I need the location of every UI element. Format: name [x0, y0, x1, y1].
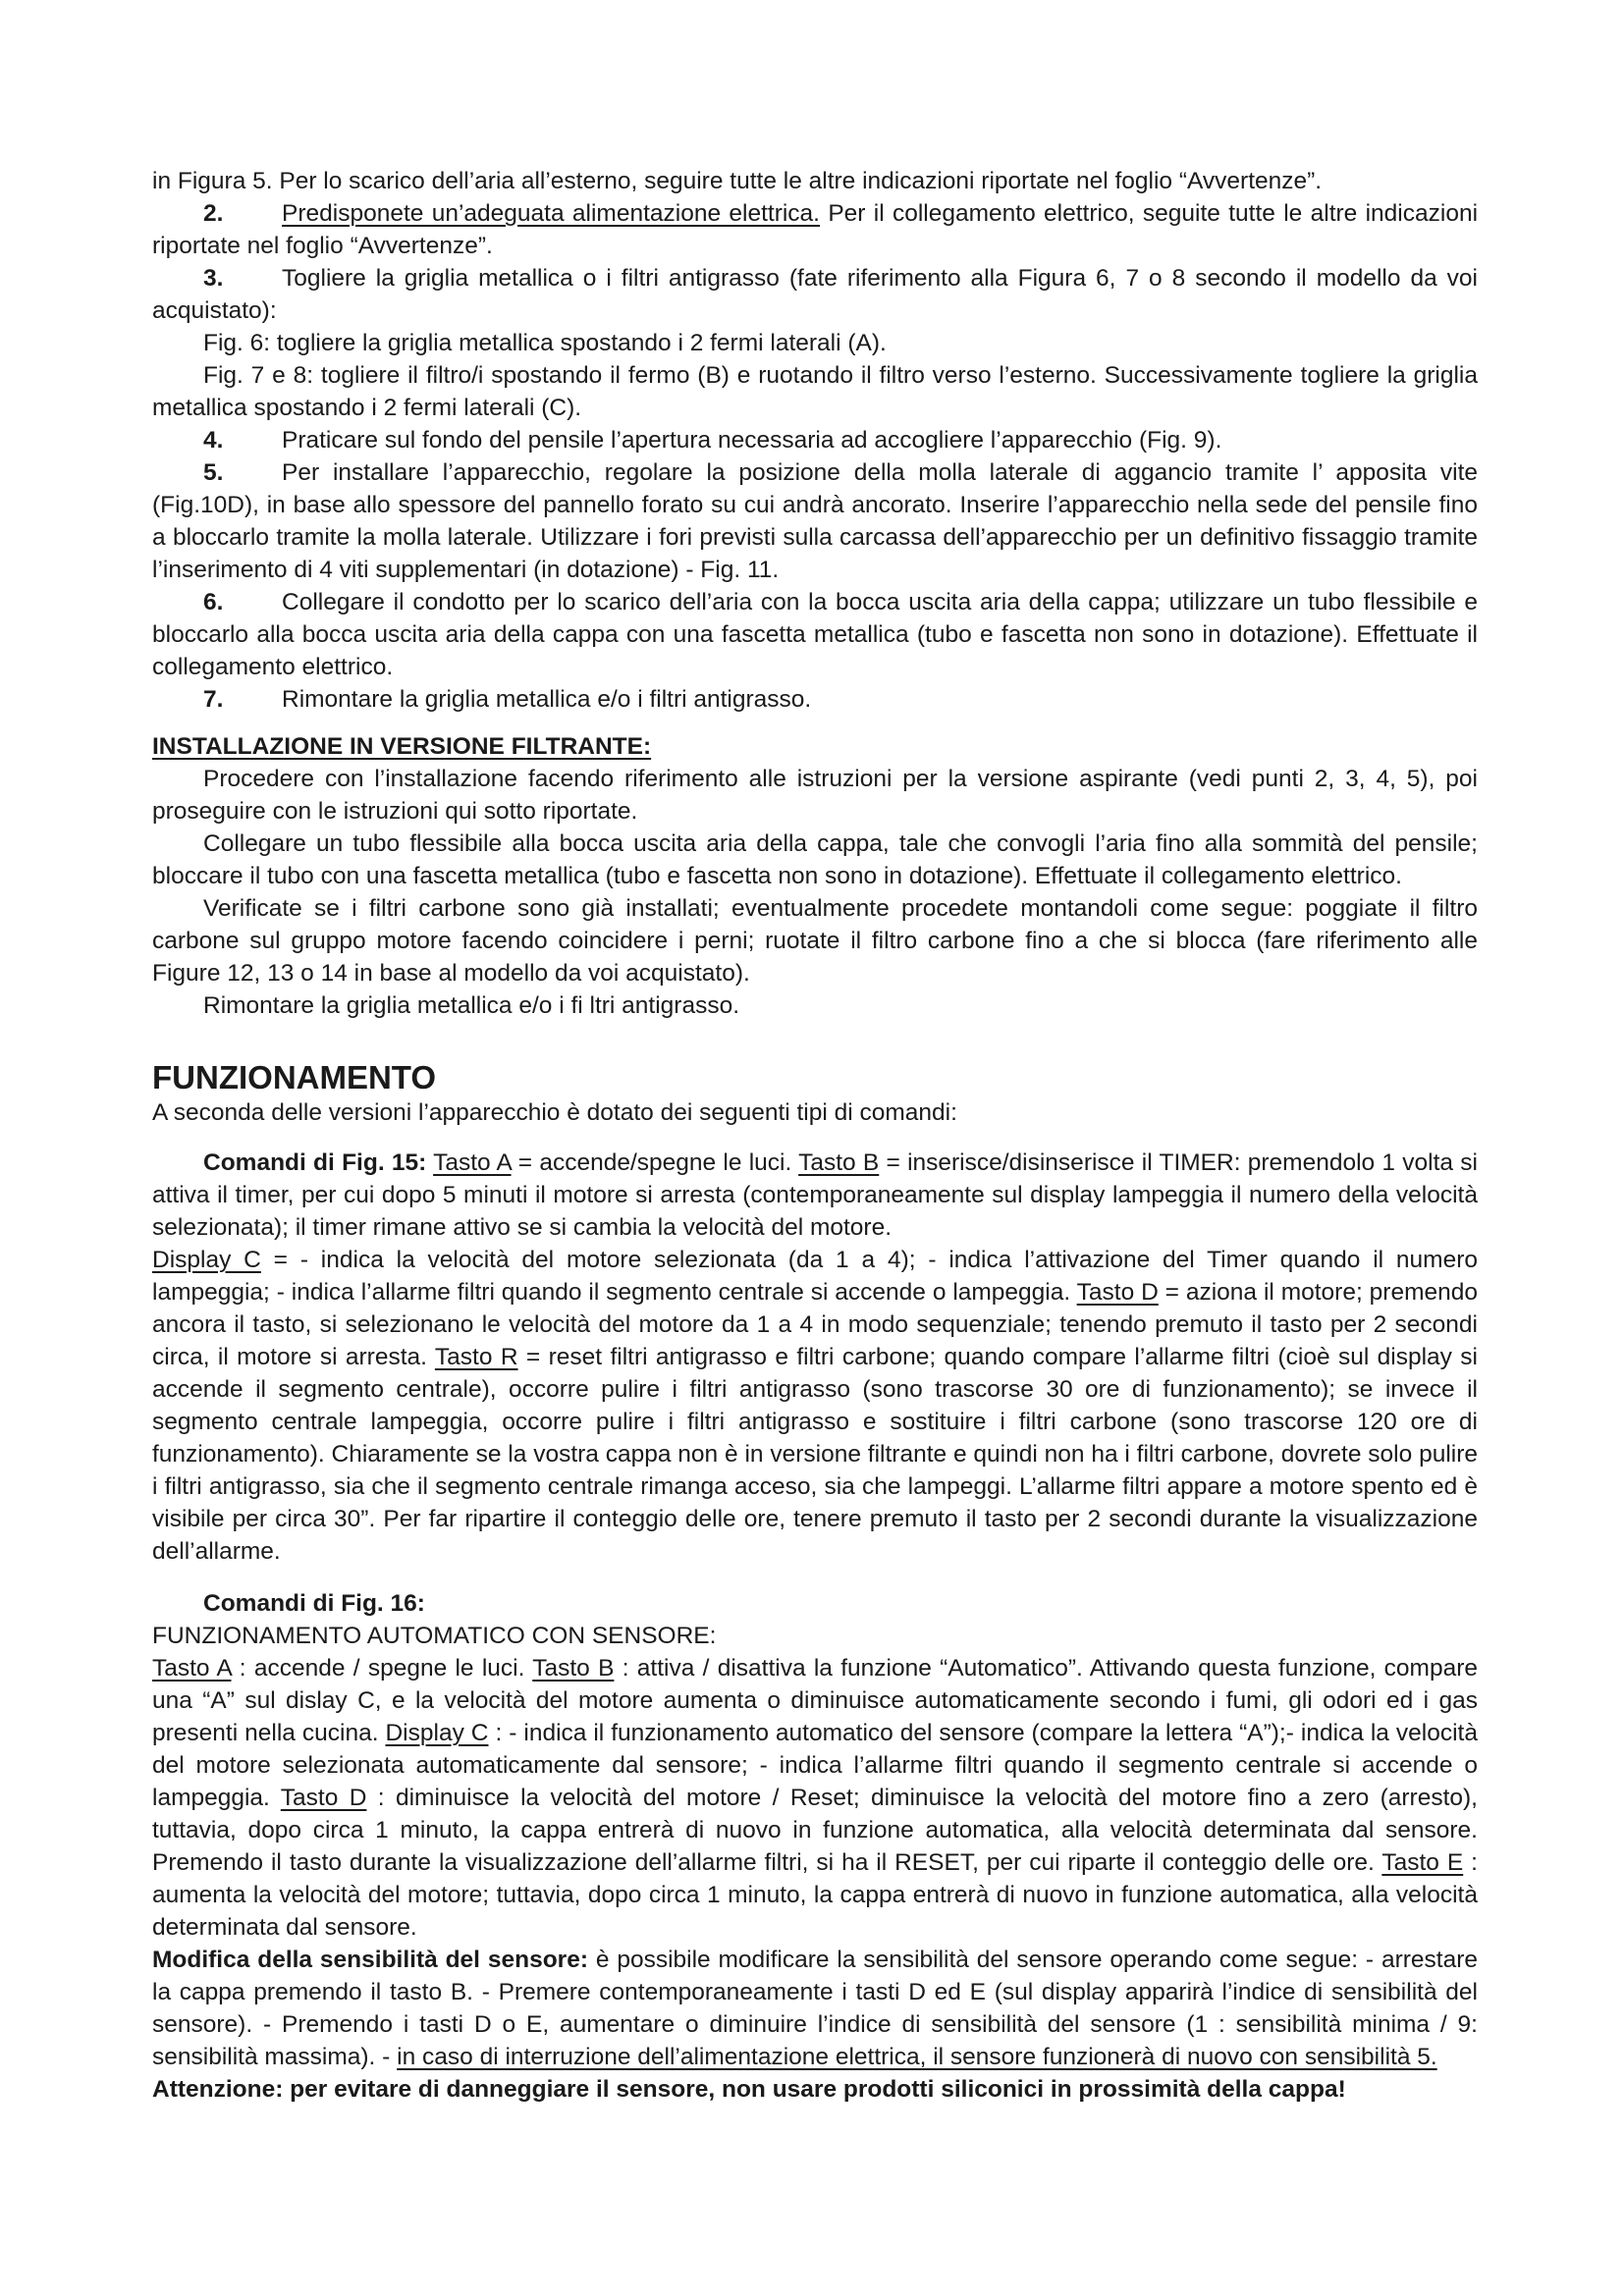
step-6-text: Collegare il condotto per lo scarico dell’aria con la bocca uscita aria della cappa; utilizzare un tubo flessibile e bloccarlo alla bocca uscita aria della cappa con una fascetta metallica (tubo e fascetta non sono in dotazione). Effettuate il collegamento elettrico. [152, 589, 1478, 680]
fig-15-display [152, 1244, 1478, 1568]
display-c-label: Display C [385, 1720, 489, 1746]
tasto-b-label: Tasto B [798, 1149, 880, 1176]
step-number: 7. [203, 686, 224, 713]
filtrante-paragraph-3: Verificate se i filtri carbone sono già installati; eventualmente procedete montandoli come segue: poggiate il filtro carbone sul gruppo motore facendo coincidere i perni; ruotate il filtro carbone fino a che si blocca (fare riferimento alle Figure 12, 13 o 14 in base al modello da voi acquistato). [152, 895, 1478, 987]
warning-text: Attenzione: per evitare di danneggiare il sensore, non usare prodotti siliconici in prossimità della cappa! [152, 2076, 1346, 2103]
step-5-text: Per installare l’apparecchio, regolare la posizione della molla laterale di aggancio tramite l’ apposita vite (Fig.10D), in base allo spessore del pannello forato su cui andrà ancorato. Inserire l’apparecchio nella sede del pensile fino a bloccarlo tramite la molla laterale. Utilizzare i fori previsti sulla carcassa dell’apparecchio per un definitivo fissaggio tramite l’inserimento di 4 viti supplementari (in dotazione) - Fig. 11. [152, 459, 1478, 583]
filtrante-heading: INSTALLAZIONE IN VERSIONE FILTRANTE: [152, 733, 652, 760]
step-number: 5. [203, 459, 224, 486]
tasto-d-text: = aziona il motore; premendo ancora il tasto, si selezionano le velocità del motore da 1 a 4 in modo sequenziale; tenendo premuto il tasto per 2 secondi circa, il motore si arresta. [152, 1279, 1478, 1370]
filtrante-paragraph-4: Rimontare la griglia metallica e/o i fi ltri antigrasso. [203, 992, 740, 1019]
step-number: 4. [203, 427, 224, 454]
fig-16-subheading: FUNZIONAMENTO AUTOMATICO CON SENSORE: [152, 1623, 717, 1649]
tasto-r-label: Tasto R [434, 1344, 518, 1370]
fig-15-label: Comandi di Fig. 15: [203, 1149, 427, 1176]
display-c-label: Display C [152, 1247, 261, 1273]
fig-16-label: Comandi di Fig. 16: [203, 1590, 425, 1617]
fig-6-note: Fig. 6: togliere la griglia metallica spostando i 2 fermi laterali (A). [203, 330, 887, 356]
step-2-text: Per il collegamento elettrico, seguite tutte le altre indicazioni riportate nel foglio “Avvertenze”. [152, 200, 1479, 259]
step-6 [152, 586, 1478, 683]
tasto-d-text: : diminuisce la velocità del motore / Reset; diminuisce la velocità del motore fino a zero (arresto), tuttavia, dopo circa 1 minuto, la cappa entrerà di nuovo in funzione automatica, alla velocità determinata dal sensore. Premendo il tasto durante la visualizzazione dell’allarme filtri, si ha il RESET, per cui riparte il conteggio delle ore. [152, 1785, 1478, 1876]
step-number: 3. [203, 265, 224, 292]
filtrante-paragraph-1: Procedere con l’installazione facendo riferimento alle istruzioni per la versione aspirante (vedi punti 2, 3, 4, 5), poi proseguire con le istruzioni qui sotto riportate. [152, 766, 1478, 825]
filtrante-paragraph-2: Collegare un tubo flessibile alla bocca uscita aria della cappa, tale che convogli l’aria fino alla sommità del pensile; bloccare il tubo con una fascetta metallica (tubo e fascetta non sono in dotazione). Effettuate il collegamento elettrico. [152, 830, 1478, 889]
tasto-a-text: : accende / spegne le luci. [231, 1655, 533, 1682]
sensitivity-text: è possibile modificare la sensibilità del sensore operando come segue: - arrestare la cappa premendo il tasto B. - Premere contemporaneamente i tasti D ed E (sul display apparirà l’indice di sensibilità del sensore). - Premendo i tasti D o E, aumentare o diminuire l’indice di sensibilità del sensore (1 : sensibilità minima / 9: sensibilità massima). - [152, 1947, 1478, 2070]
display-c-text: = - indica la velocità del motore selezionata (da 1 a 4); - indica l’attivazione del Timer quando il numero lampeggia; - indica l’allarme filtri quando il segmento centrale si accende o lampeggia. [152, 1247, 1478, 1306]
display-c-text: : - indica il funzionamento automatico del sensore (compare la lettera “A”);- indica la velocità del motore selezionata automaticamente dal sensore; - indica l’allarme filtri quando il segmento centrale si accende o lampeggia. [152, 1720, 1478, 1811]
fig-7-8-note: Fig. 7 e 8: togliere il filtro/i spostando il fermo (B) e ruotando il filtro verso l’esterno. Successivamente togliere la griglia metallica spostando i 2 fermi laterali (C). [152, 362, 1478, 421]
step-7 [152, 683, 1478, 716]
step-number: 6. [203, 589, 224, 615]
step-2-underlined: Predisponete un’adeguata alimentazione elettrica. [282, 200, 820, 227]
fig-15-controls [152, 1147, 1478, 1244]
fig-16-controls [152, 1652, 1478, 1944]
sensitivity-label: Modifica della sensibilità del sensore: [152, 1947, 588, 1973]
sensitivity-paragraph [152, 1944, 1478, 2073]
funzionamento-intro: A seconda delle versioni l’apparecchio è dotato dei seguenti tipi di comandi: [152, 1099, 957, 1126]
step-number: 2. [203, 200, 224, 227]
sensitivity-note: in caso di interruzione dell’alimentazione elettrica, il sensore funzionerà di nuovo con sensibilità 5. [397, 2044, 1437, 2070]
tasto-b-label: Tasto B [532, 1655, 615, 1682]
tasto-b-text: : attiva / disattiva la funzione “Automatico”. Attivando questa funzione, compare una “A” sul dislay C, e la velocità del motore aumenta o diminuisce automaticamente secondo i fumi, gli odori ed i gas presenti nella cucina. [152, 1655, 1478, 1746]
tasto-e-label: Tasto E [1381, 1849, 1464, 1876]
step-4-text: Praticare sul fondo del pensile l’apertura necessaria ad accogliere l’apparecchio (Fig. 9). [282, 427, 1222, 454]
step-3 [152, 262, 1478, 327]
tasto-b-text: = inserisce/disinserisce il TIMER: premendolo 1 volta si attiva il timer, per cui dopo 5 minuti il motore si arresta (contemporaneamente sul display lampeggia il numero della velocità selezionata); il timer rimane attivo se si cambia la velocità del motore. [152, 1149, 1478, 1241]
step-2 [152, 197, 1478, 262]
tasto-a-label: Tasto A [152, 1655, 232, 1682]
step-5 [152, 456, 1478, 586]
tasto-a-text: = accende/spegne le luci. [511, 1149, 799, 1176]
step-4 [152, 424, 1478, 456]
tasto-r-text: = reset filtri antigrasso e filtri carbone; quando compare l’allarme filtri (cioè sul display si accende il segmento centrale), occorre pulire i filtri antigrasso (sono trascorse 30 ore di funzionamento); se invece il segmento centrale lampeggia, occorre pulire i filtri antigrasso e sostituire i filtri carbone (sono trascorse 120 ore di funzionamento). Chiaramente se la vostra cappa non è in versione filtrante e quindi non ha i filtri carbone, dovrete solo pulire i filtri antigrasso, sia che il segmento centrale rimanga acceso, sia che lampeggi. L’allarme filtri appare a motore spento ed è visibile per circa 30”. Per far ripartire il conteggio delle ore, tenere premuto il tasto per 2 secondi durante la visualizzazione dell’allarme. [152, 1344, 1478, 1565]
tasto-e-text: : aumenta la velocità del motore; tuttavia, dopo circa 1 minuto, la cappa entrerà di nuovo in funzione automatica, alla velocità determinata dal sensore. [152, 1849, 1478, 1941]
intro-line: in Figura 5. Per lo scarico dell’aria all’esterno, seguire tutte le altre indicazioni riportate nel foglio “Avvertenze”. [152, 168, 1323, 194]
tasto-a-label: Tasto A [433, 1149, 512, 1176]
step-7-text: Rimontare la griglia metallica e/o i filtri antigrasso. [282, 686, 812, 713]
document-page [152, 165, 1478, 2106]
funzionamento-heading: FUNZIONAMENTO [152, 1059, 437, 1095]
step-3-text: Togliere la griglia metallica o i filtri antigrasso (fate riferimento alla Figura 6, 7 o 8 secondo il modello da voi acquistato): [152, 265, 1478, 324]
tasto-d-label: Tasto D [280, 1785, 367, 1811]
tasto-d-label: Tasto D [1076, 1279, 1159, 1306]
